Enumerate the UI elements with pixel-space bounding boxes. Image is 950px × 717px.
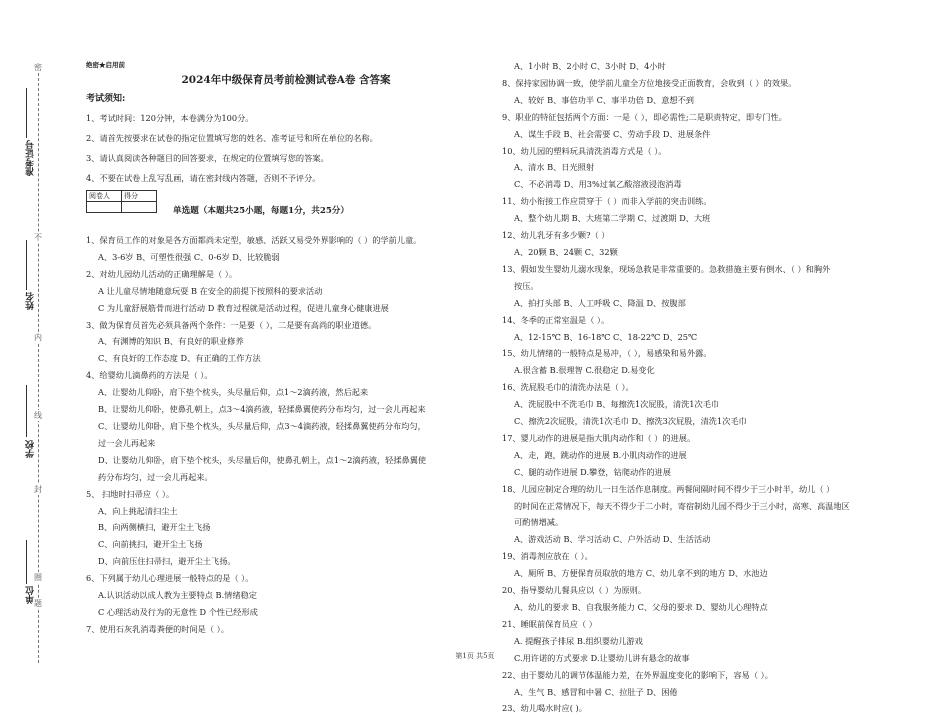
- question-list-left: [86, 232, 486, 638]
- seal-mark: 封: [34, 485, 42, 494]
- page-title: 2024年中级保育员考前检测试卷A卷 含答案: [181, 74, 391, 86]
- seal-mark: 题: [34, 599, 42, 608]
- left-column: [86, 60, 486, 638]
- exam-number-line: [26, 88, 27, 138]
- answer-option: A、厕所 B、方便保育员取放的地方 C、幼儿拿不到的地方 D、水池边: [514, 568, 768, 579]
- notice-heading: 考试须知:: [86, 94, 126, 104]
- answer-option: 药分布均匀，过一会儿再起来。: [98, 471, 213, 482]
- answer-option: C、向前挑扫，避开尘土飞扬: [98, 539, 203, 550]
- answer-option: A.认识活动以成人教为主要特点 B.情绪稳定: [98, 590, 257, 601]
- answer-option: A、3-6岁 B、可塑性很强 C、0-6岁 D、比较脆弱: [98, 251, 280, 262]
- section-title: 单选题（本题共25小题，每题1分，共25分）: [173, 206, 349, 216]
- answer-option: C、腿的动作进展 D.攀登，钻爬动作的进展: [514, 466, 671, 477]
- answer-option: A. 提醒孩子排尿 B.组织婴幼儿游戏: [514, 635, 643, 646]
- question-list-right: [502, 58, 922, 717]
- page-footer: 第1页 共5页: [455, 652, 495, 660]
- question-text: 13、假如发生婴幼儿溺水现象，现场急救是非常重要的。急救措施主要有倒水、（ ）和胸外: [502, 263, 831, 274]
- grader-blank: [87, 202, 122, 213]
- answer-option: C 为儿童舒展筋骨而进行活动 D 教育过程就是活动过程，促进儿童身心健康进展: [98, 302, 389, 313]
- answer-option: A、生气 B、感冒和中暑 C、拉肚子 D、困倦: [514, 686, 678, 697]
- answer-option: D、让婴幼儿仰卧，肩下垫个枕头，头尽量后仰，使鼻孔朝上，点1～2滴药液，轻揉鼻翼使: [98, 454, 427, 465]
- question-text: 11、幼小衔接工作应贯穿于（ ）而非入学前的突击训练。: [502, 196, 712, 207]
- seal-mark: 内: [34, 333, 42, 342]
- notice-item: 2、请首先按要求在试卷的指定位置填写您的姓名、准考证号和所在单位的名称。: [86, 133, 378, 143]
- question-text: 10、幼儿园的塑料玩具清洗消毒方式是（ ）。: [502, 145, 667, 156]
- answer-option: C、不必消毒 D、用3%过氧乙酸溶液浸泡消毒: [514, 179, 682, 190]
- answer-option: A、向上挑起清扫尘土: [98, 505, 178, 516]
- score-cell: 得分: [122, 191, 157, 202]
- question-text: 1、保育员工作的对象是各方面都尚未定型，敏感、活跃又易受外界影响的（ ）的学前儿童。: [86, 235, 422, 245]
- answer-option: D、向前压住扫帚扫，避开尘土飞扬。: [98, 556, 236, 567]
- question-text: 8、保持家园协调一致，使学前儿童全方位地接受正面教育，会收到（ ）的效果。: [502, 77, 797, 88]
- answer-option: 过一会儿再起来: [98, 437, 156, 448]
- question-text: 21、睡眠前保育员应（ ）: [502, 618, 597, 629]
- answer-option: A、有渊博的知识 B、有良好的职业修养: [98, 336, 244, 347]
- answer-option: A、走，跑，跳动作的进展 B.小肌肉动作的进展: [514, 449, 687, 460]
- secret-label: 绝密★启用前: [86, 61, 125, 69]
- answer-option: 可酌情增减。: [514, 517, 564, 528]
- name-label: 姓名: [26, 292, 36, 310]
- notice-item: 1、考试时间：120分钟，本卷满分为100分。: [86, 113, 254, 123]
- answer-option: A、1小时 B、2小时 C、3小时 D、4小时: [514, 61, 666, 71]
- question-text: 5、 扫地时扫帚应（ ）。: [86, 488, 175, 499]
- answer-option: A、谋生手段 B、社会需要 C、劳动手段 D、进展条件: [514, 128, 711, 139]
- right-column: [502, 58, 922, 717]
- answer-option: 按压。: [514, 280, 539, 291]
- score-blank: [122, 202, 157, 213]
- question-text: 4、给婴幼儿滴鼻药的方法是（ ）。: [86, 370, 213, 381]
- answer-option: A、让婴幼儿仰卧，肩下垫个枕头，头尽量后仰，点1～2滴药液，然后起来: [98, 387, 369, 398]
- question-text: 12、幼儿乳牙有多少颗?（ ）: [502, 230, 610, 241]
- answer-option: C、有良好的工作态度 D、有正确的工作方法: [98, 353, 261, 364]
- question-text: 19、消毒剂应放在（ ）。: [502, 551, 593, 562]
- question-text: 15、幼儿情绪的一般特点是易冲，（ ），易感染和易外露。: [502, 348, 712, 359]
- answer-option: A.很含蓄 B.很理智 C.很稳定 D.易变化: [514, 365, 655, 376]
- school-line: [26, 385, 27, 437]
- question-text: 3、做为保育员首先必须具备两个条件：一是要（ ），二是要有高尚的职业道德。: [86, 319, 377, 330]
- answer-option: A、幼儿的要求 B、自我服务能力 C、父母的要求 D、婴幼儿心理特点: [514, 602, 768, 612]
- notice-item: 4、不要在试卷上乱写乱画，请在密封线内答题，否则不予评分。: [86, 173, 321, 183]
- section-header: [86, 190, 486, 218]
- answer-option: A、拍打头部 B、人工呼吸 C、降温 D、按腹部: [514, 297, 686, 308]
- binding-margin: [0, 0, 62, 671]
- answer-option: A 让儿童尽情地随意玩耍 B 在安全的前提下按照科的要求活动: [98, 285, 323, 296]
- answer-option: A、整个幼儿期 B、大班第二学期 C、过渡期 D、大班: [514, 213, 711, 224]
- seal-mark: 线: [34, 411, 42, 420]
- answer-option: A、12-15℃ B、16-18℃ C、18-22℃ D、25℃: [514, 331, 698, 342]
- question-text: 6、下列属于幼儿心理进展一般特点的是（ ）。: [86, 573, 254, 584]
- question-text: 22、由于婴幼儿的调节体温能力差，在外界温度变化的影响下，容易（ ）。: [502, 669, 773, 680]
- answer-option: 的时间在正常情况下，每天不得少于二小时，寄宿制幼儿园不得少于三小时，高寒、高温地区: [514, 500, 850, 511]
- question-text: 14、冬季的正常室温是（ ）。: [502, 314, 610, 325]
- question-text: 17、婴儿动作的进展是指大肌肉动作和（ ）的进展。: [502, 432, 696, 443]
- answer-option: A、较好 B、事倍功半 C、事半功倍 D、意想不到: [514, 94, 694, 105]
- question-text: 23、幼儿喝水时应( )。: [502, 703, 587, 714]
- school-label: 学校: [26, 440, 36, 458]
- answer-option: A、20颗 B、24颗 C、32颗: [514, 246, 618, 257]
- notice-item: 3、请认真阅读各种题目的回答要求，在规定的位置填写您的答案。: [86, 153, 329, 163]
- answer-option: B、向两侧横扫，避开尘土飞扬: [98, 522, 211, 533]
- answer-option: A、游戏活动 B、学习活动 C、户外活动 D、生活活动: [514, 534, 711, 545]
- answer-option: C、让婴幼儿仰卧，肩下垫个枕头，头尽量后仰，点3～4滴药液，轻揉鼻翼使药分布均匀，: [98, 420, 426, 431]
- answer-option: B、让婴幼儿仰卧，使鼻孔朝上，点3～4滴药液，轻揉鼻翼使药分布均匀，过一会儿再起来: [98, 404, 426, 415]
- question-text: 20、指导婴幼儿餐具应以（ ）为原则。: [502, 585, 647, 596]
- question-text: 9、职业的特征包括两个方面：一是（ ），即必需性;二是职责特定，即专门性。: [502, 111, 787, 122]
- question-text: 7、使用石灰乳消毒粪便的时间是（ ）。: [86, 623, 229, 634]
- seal-mark: 圈: [34, 573, 42, 582]
- question-text: 16、洗屁股毛巾的清洗办法是（ ）。: [502, 382, 634, 393]
- question-text: 2、对幼儿园幼儿活动的正确理解是（ ）。: [86, 268, 238, 279]
- grader-cell: 阅卷人: [87, 191, 122, 202]
- answer-option: A、清水 B、日光照射: [514, 162, 595, 173]
- answer-option: C.用许诺的方式要求 D.让婴幼儿讲有悬念的故事: [514, 652, 690, 663]
- seal-mark: 密: [34, 63, 42, 72]
- answer-option: C 心理活动及行为的无意性 D 个性已经形成: [98, 606, 258, 617]
- answer-option: A、洗屁股中不洗毛巾 B、每擦洗1次屁股，清洗1次毛巾: [514, 399, 720, 410]
- unit-label: 单位: [26, 586, 36, 604]
- exam-number-label: 准考证号: [26, 140, 36, 176]
- name-line: [26, 240, 27, 290]
- unit-line: [26, 540, 27, 584]
- question-text: 18、儿园应制定合理的幼儿一日生活作息制度。两餐间隔时间不得少于三小时半，幼儿（ ）: [502, 483, 835, 494]
- answer-option: C、擦洗2次屁股，清洗1次毛巾 D、擦洗3次屁股，清洗1次毛巾: [514, 416, 747, 427]
- score-box: [86, 190, 157, 213]
- seal-mark: 不: [34, 233, 42, 242]
